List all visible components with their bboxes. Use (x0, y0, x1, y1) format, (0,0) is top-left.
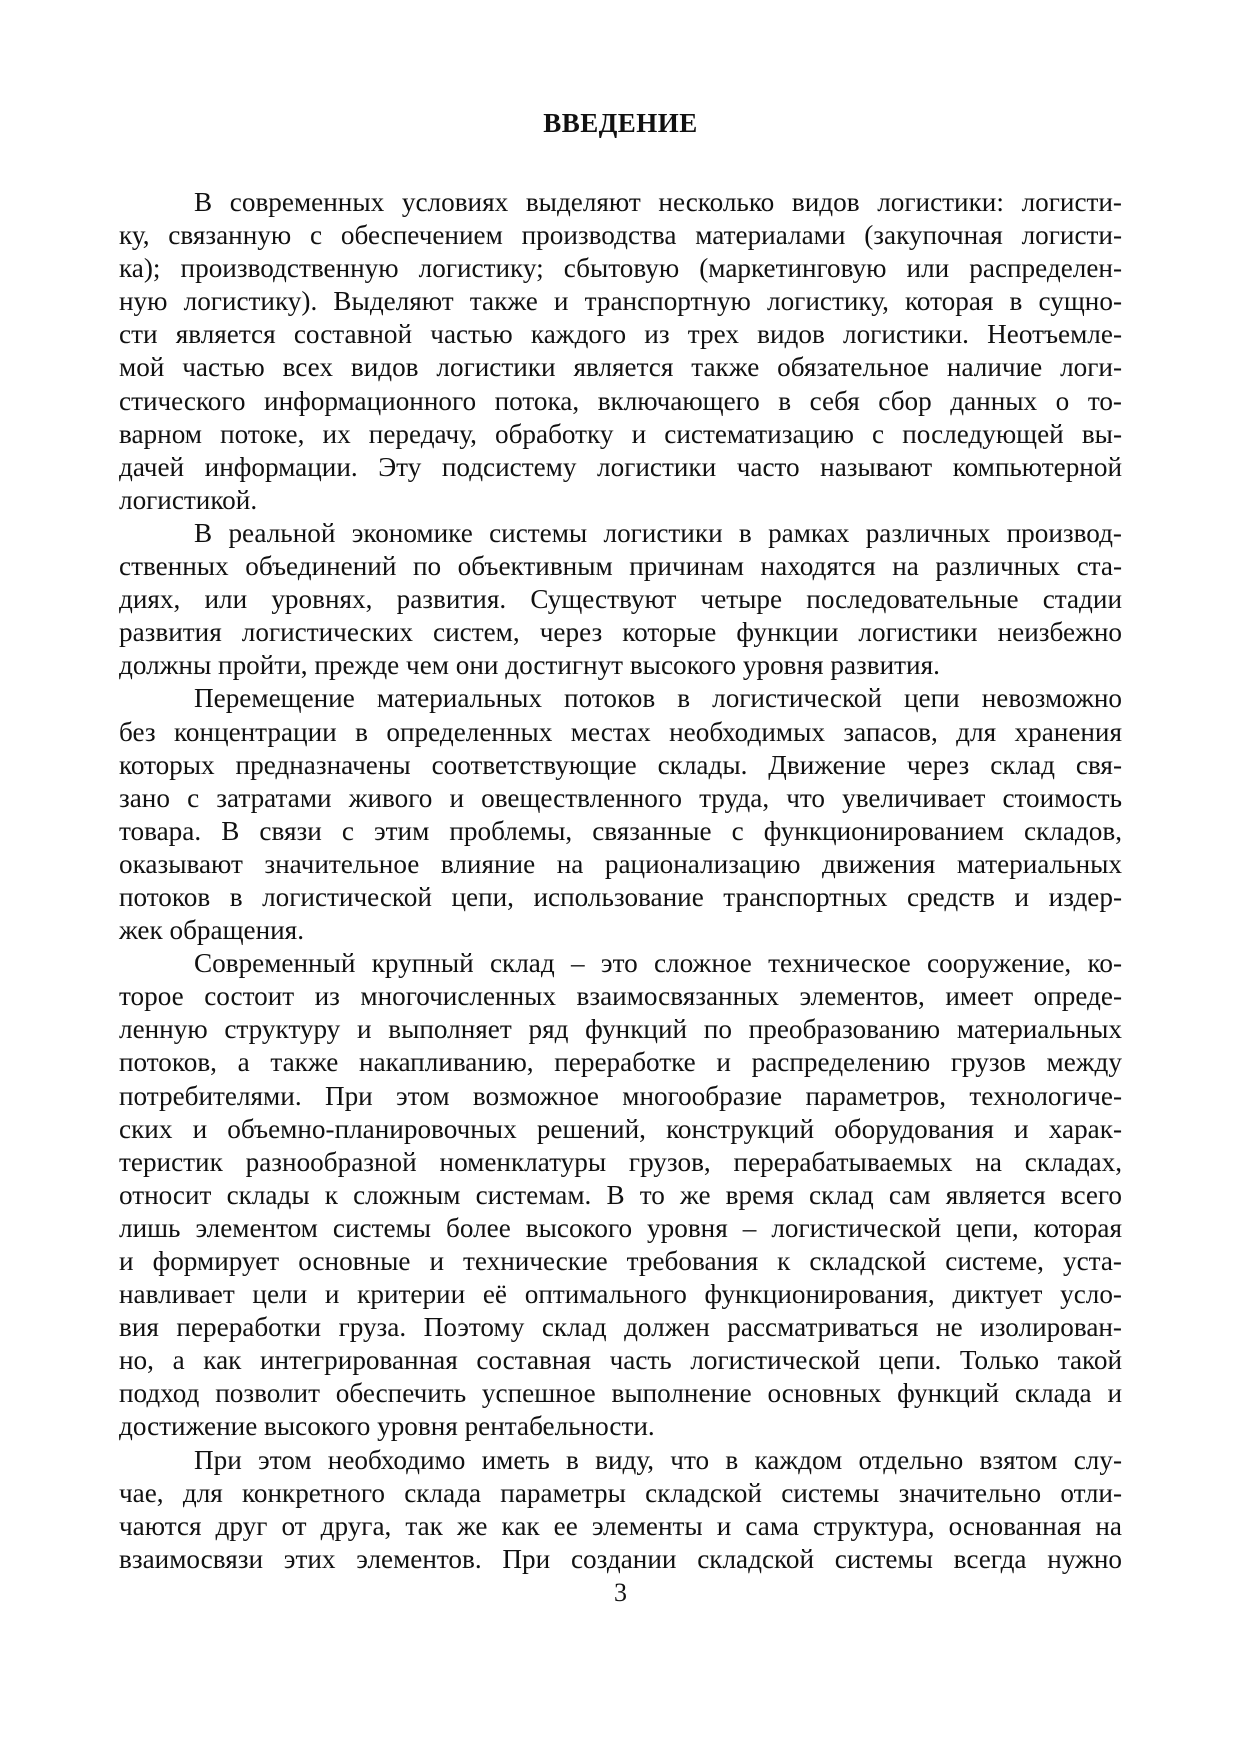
text-line: ку, связанную с обеспечением производства материалами (закупочная логисти- (119, 220, 1122, 251)
text-line: достижение высокого уровня рентабельности. (119, 1411, 655, 1442)
text-line: чае, для конкретного склада параметры складской системы значительно отли- (119, 1477, 1122, 1508)
text-line: зано с затратами живого и овеществленного труда, что увеличивает стоимость (119, 782, 1122, 813)
text-line: логистикой. (119, 484, 258, 515)
page-title: ВВЕДЕНИЕ (543, 108, 698, 138)
page-number: 3 (614, 1578, 627, 1607)
text-line: навливает цели и критерии её оптимального функционирования, диктует усло- (119, 1279, 1122, 1310)
text-line: жек обращения. (119, 915, 304, 946)
text-line: мой частью всех видов логистики является также обязательное наличие логи- (119, 352, 1122, 383)
text-line: взаимосвязи этих элементов. При создании складской системы всегда нужно (119, 1543, 1122, 1574)
text-line: оказывают значительное влияние на рационализацию движения материальных (119, 848, 1122, 879)
text-line: сти является составной частью каждого из трех видов логистики. Неотъемле- (119, 319, 1122, 350)
text-line: потребителями. При этом возможное многообразие параметров, технологиче- (119, 1080, 1122, 1111)
text-line: товара. В связи с этим проблемы, связанные с функционированием складов, (119, 815, 1122, 846)
text-line: При этом необходимо иметь в виду, что в каждом отдельно взятом слу- (194, 1444, 1122, 1475)
text-line: должны пройти, прежде чем они достигнут высокого уровня развития. (119, 650, 940, 681)
text-line: В современных условиях выделяют несколько видов логистики: логисти- (194, 187, 1122, 217)
text-line: и формирует основные и технические требования к складской системе, уста- (119, 1246, 1122, 1276)
text-line: лишь элементом системы более высокого уровня – логистической цепи, которая (119, 1212, 1122, 1243)
text-line: теристик разнообразной номенклатуры грузов, перерабатываемых на складах, (119, 1146, 1122, 1177)
text-line: вия переработки груза. Поэтому склад должен рассматриваться не изолирован- (119, 1312, 1122, 1343)
text-line: Перемещение материальных потоков в логистической цепи невозможно (194, 683, 1122, 714)
text-line: без концентрации в определенных местах необходимых запасов, для хранения (119, 716, 1122, 747)
body-text (119, 186, 1122, 1576)
text-line: торое состоит из многочисленных взаимосвязанных элементов, имеет опреде- (119, 981, 1122, 1012)
text-line: которых предназначены соответствующие склады. Движение через склад свя- (119, 749, 1122, 780)
text-line: дачей информации. Эту подсистему логистики часто называют компьютерной (119, 451, 1122, 482)
text-line: ка); производственную логистику; сбытовую (маркетинговую или распределен- (119, 253, 1122, 284)
text-line: но, а как интегрированная составная часть логистической цепи. Только такой (119, 1345, 1122, 1376)
text-line: диях, или уровнях, развития. Существуют четыре последовательные стадии (119, 584, 1122, 615)
text-line: стического информационного потока, включающего в себя сбор данных о то- (119, 385, 1122, 416)
text-line: ских и объемно-планировочных решений, конструкций оборудования и харак- (119, 1113, 1122, 1144)
text-line: ственных объединений по объективным причинам находятся на различных ста- (119, 551, 1122, 582)
text-line: варном потоке, их передачу, обработку и систематизацию с последующей вы- (119, 418, 1122, 449)
text-line: чаются друг от друга, так же как ее элементы и сама структура, основанная на (119, 1510, 1122, 1541)
text-line: ленную структуру и выполняет ряд функций по преобразованию материальных (119, 1014, 1122, 1045)
text-line: ную логистику). Выделяют также и транспортную логистику, которая в сущно- (119, 286, 1122, 317)
text-line: развития логистических систем, через которые функции логистики неизбежно (119, 617, 1122, 648)
text-line: подход позволит обеспечить успешное выполнение основных функций склада и (119, 1378, 1122, 1409)
text-line: относит склады к сложным системам. В то же время склад сам является всего (119, 1179, 1122, 1210)
text-line: Современный крупный склад – это сложное техническое сооружение, ко- (194, 948, 1122, 979)
text-line: потоков в логистической цепи, использование транспортных средств и издер- (119, 881, 1122, 912)
text-line: потоков, а также накапливанию, переработке и распределению грузов между (119, 1047, 1122, 1078)
text-line: В реальной экономике системы логистики в рамках различных производ- (194, 517, 1122, 548)
